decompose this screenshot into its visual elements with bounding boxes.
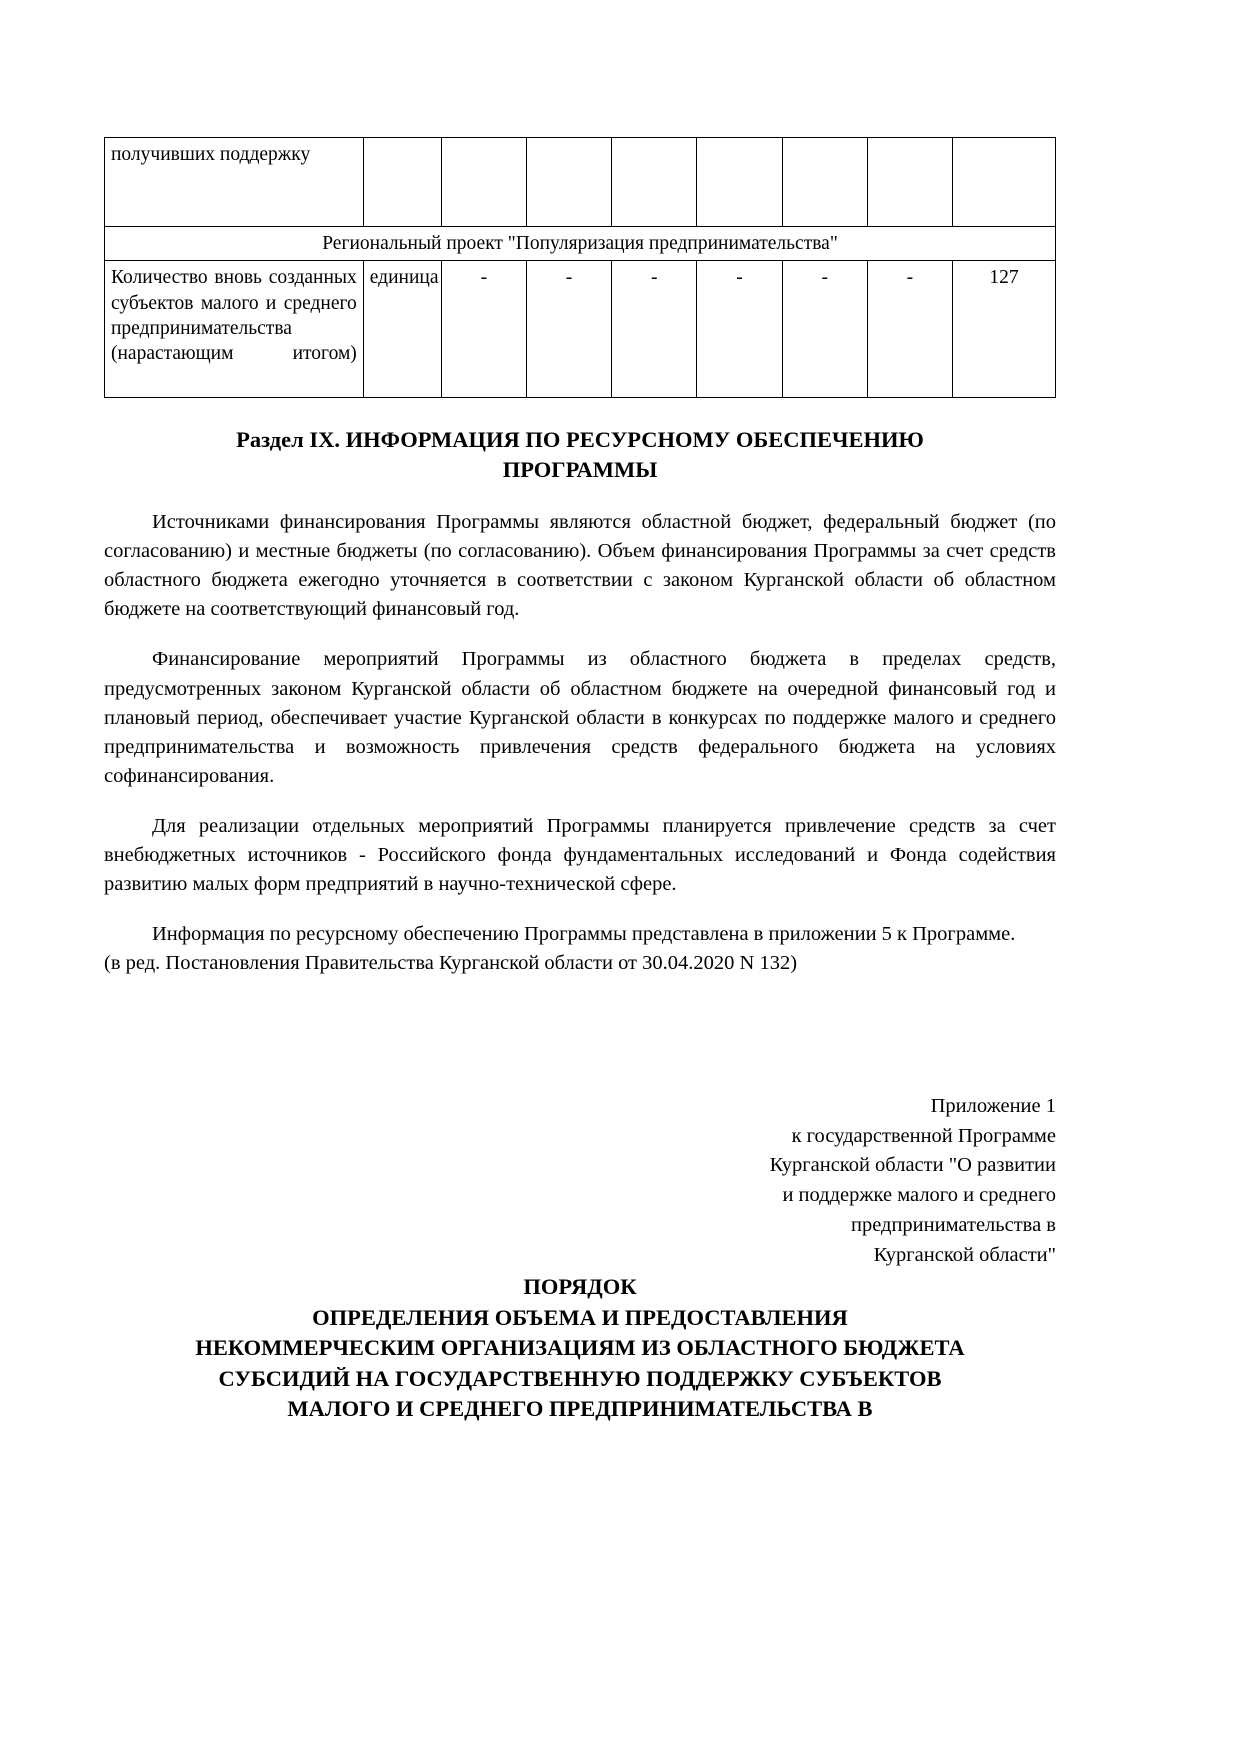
table-cell-indicator-name: Количество вновь созданных субъектов малого и среднего предпринимательства (нарастающим итогом) xyxy=(105,261,364,398)
body-text xyxy=(104,508,1056,1000)
appendix-line-2: к государственной Программе xyxy=(791,1124,1056,1147)
table-cell-value: - xyxy=(612,261,697,398)
table-cell-value: - xyxy=(867,261,952,398)
table-cell-value: 127 xyxy=(953,261,1056,398)
appendix-line-4: и поддержке малого и среднего xyxy=(782,1184,1056,1207)
appendix-line-1: Приложение 1 xyxy=(930,1095,1056,1117)
document-title-line-5: МАЛОГО И СРЕДНЕГО ПРЕДПРИНИМАТЕЛЬСТВА В xyxy=(287,1396,873,1422)
table-cell-regional-project-title: Региональный проект "Популяризация предпринимательства" xyxy=(105,227,1056,261)
appendix-line-6: Курганской области" xyxy=(873,1243,1056,1266)
table-cell-value: - xyxy=(697,261,782,398)
document-title-line-1: ПОРЯДОК xyxy=(523,1274,637,1299)
appendix-line-5: предпринимательства в xyxy=(850,1213,1056,1236)
table-cell-value: - xyxy=(441,261,526,398)
table-cell-value xyxy=(612,138,697,227)
document-title-line-2: ОПРЕДЕЛЕНИЯ ОБЪЕМА И ПРЕДОСТАВЛЕНИЯ xyxy=(312,1304,848,1330)
paragraph-extrabudgetary-sources: Для реализации отдельных мероприятий Программы планируется привлечение средств за счет внебюджетных источников - Российского фонда фундаментальных исследований и Фонда содействия развитию малых форм предприятий в научно-технической сфере. xyxy=(104,814,1056,896)
table-row xyxy=(105,138,1056,227)
appendix-line-3: Курганской области "О развитии xyxy=(769,1154,1056,1177)
document-title-line-4: СУБСИДИЙ НА ГОСУДАРСТВЕННУЮ ПОДДЕРЖКУ СУБЪЕКТОВ xyxy=(218,1365,942,1391)
table-cell-value xyxy=(697,138,782,227)
document-title-line-3: НЕКОММЕРЧЕСКИМ ОРГАНИЗАЦИЯМ ИЗ ОБЛАСТНОГО БЮДЖЕТА xyxy=(195,1335,965,1361)
document-title xyxy=(104,1272,1056,1425)
table-cell-unit: единица xyxy=(363,261,441,398)
table-row xyxy=(105,261,1056,398)
paragraph-regional-budget-financing: Финансирование мероприятий Программы из областного бюджета в пределах средств, предусмотренных законом Курганской области об областном бюджете на очередной финансовый год и плановый период, обеспечивает участие Курганской области в конкурсах по поддержке малого и среднего предпринимательства и возможность привлечения средств федерального бюджета на условиях софинансирования. xyxy=(104,648,1056,787)
table-cell-value: - xyxy=(526,261,611,398)
section-heading-line-1: Раздел IX. ИНФОРМАЦИЯ ПО РЕСУРСНОМУ ОБЕСПЕЧЕНИЮ xyxy=(236,427,924,452)
indicators-table-wrapper xyxy=(104,137,1056,398)
table-cell-value xyxy=(867,138,952,227)
appendix-reference-block xyxy=(600,1092,1056,1270)
table-cell-unit xyxy=(363,138,441,227)
table-cell-value xyxy=(526,138,611,227)
table-cell-value xyxy=(441,138,526,227)
table-cell-value: - xyxy=(782,261,867,398)
section-heading-line-2: ПРОГРАММЫ xyxy=(502,456,658,482)
table-row-section-title xyxy=(105,227,1056,261)
table-cell-indicator-name: получивших поддержку xyxy=(105,138,364,227)
paragraph-resource-info-reference: Информация по ресурсному обеспечению Программы представлена в приложении 5 к Программе. xyxy=(152,923,1016,946)
table-cell-value xyxy=(953,138,1056,227)
section-heading xyxy=(104,425,1056,484)
paragraph-amendment-note: (в ред. Постановления Правительства Курганской области от 30.04.2020 N 132) xyxy=(104,952,798,975)
indicators-table xyxy=(104,137,1056,398)
table-cell-value xyxy=(782,138,867,227)
paragraph-financing-sources: Источниками финансирования Программы являются областной бюджет, федеральный бюджет (по согласованию) и местные бюджеты (по согласованию). Объем финансирования Программы за счет средств областного бюджета ежегодно уточняется в соответствии с законом Курганской области об областном бюджете на соответствующий финансовый год. xyxy=(104,511,1056,621)
